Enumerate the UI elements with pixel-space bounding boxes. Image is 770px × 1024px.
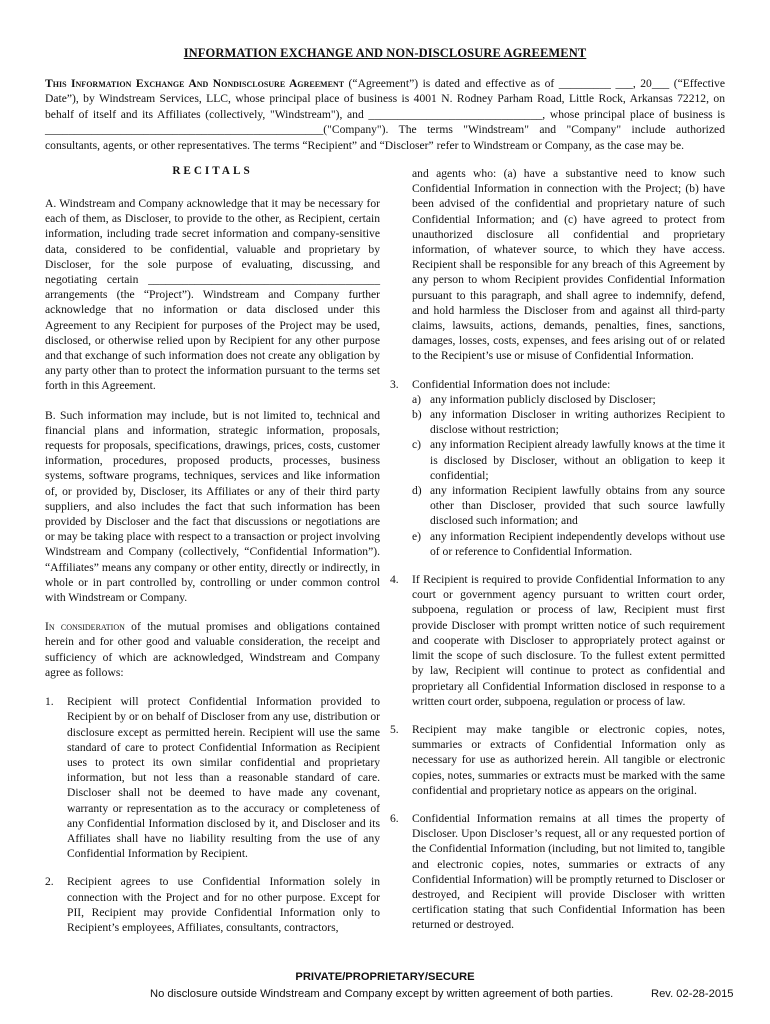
footer-notice: No disclosure outside Windstream and Company except by written agreement of both parties. xyxy=(150,988,614,1000)
clause-3-item: b) any information Discloser in writing authorizes Recipient to disclose without restriction; xyxy=(412,408,725,437)
clause-1-number: 1. xyxy=(45,695,54,709)
clause-3-item: a) any information publicly disclosed by Discloser; xyxy=(412,392,656,406)
clause-6-text: Confidential Information remains at all times the property of Discloser. Upon Discloser’s request, all or any requested portion of the Confidential Information (including, but not limited to, tangible and electronic copies, notes, summaries or extracts of any Confidential Information) will be promptly returned to Discloser or destroyed, and Recipient will provide Discloser with written certification stating that such Confidential Information has been returned or destroyed. xyxy=(412,811,725,932)
clause-1-text: Recipient will protect Confidential Information provided to Recipient by or on behalf of Discloser from any use, distribution or disclosure except as permitted herein. Recipient will use the same standard of care to protect Confidential Information as Recipient uses to protect its own similar confidential and proprietary information, but not less than a reasonable standard of care. Discloser shall not be deemed to have made any covenant, warranty or representation as to the accuracy or completeness of any Confidential Information disclosed by it, and Discloser and its Affiliates shall have no liability resulting from the use of any Confidential Information by Recipient. xyxy=(67,695,380,861)
intro-text: (“Agreement”) is dated and effective as of _________ ___, 20___ (“Effective Date”), by Windstream Services, LLC, whose principal place of business is 4001 N. Rodney Parham Road, Little Rock, Arkansas 72212, on behalf of itself and its Affiliates (collectively, "Windstream"), and ______________________________, whose principal place of business is ________________________________________________("Company"). The terms "Windstream" and "Company" include authorized consultants, agents, or other representatives. The terms “Recipient” and “Discloser” refer to Windstream or Company, as the case may be. xyxy=(45,77,725,152)
clause-5-text: Recipient may make tangible or electronic copies, notes, summaries or extracts of Confidential Information only as necessary for use as authorized herein. All tangible or electronic copies, notes, summaries or extracts must be marked with the same confidential and proprietary notice as appears on the original. xyxy=(412,722,725,797)
right-column xyxy=(390,166,725,946)
clause-6-number: 6. xyxy=(390,811,399,825)
clause-3-number: 3. xyxy=(390,377,399,391)
intro-lead: This Information Exchange And Nondisclosure Agreement xyxy=(45,77,345,90)
footer-revision: Rev. 02-28-2015 xyxy=(651,988,734,1000)
clause-2-text: Recipient agrees to use Confidential Information solely in connection with the Project and for no other purpose. Except for PII, Recipient may provide Confidential Information only to Recipient’s employees, Affiliates, consultants, contractors, xyxy=(67,875,380,934)
recital-b: B. Such information may include, but is not limited to, technical and financial plans and information, strategic information, proposals, requests for proposals, specifications, drawings, prices, costs, customer information, procedures, proposed products, processes, business systems, software programs, techniques, services and like information of, or provided by, Discloser, its Affiliates or any of their third party suppliers, and also includes the fact that such information has been provided by Discloser and the fact that discussions or negotiations are or may be taking place with respect to a transaction or project involving Windstream and Company (collectively, “Confidential Information”). “Affiliates” means any company or other entity, directly or indirectly, in whole or in part controlled by, controlling or under common control with Windstream or Company. xyxy=(45,408,380,605)
clause-4-number: 4. xyxy=(390,573,399,587)
clause-1 xyxy=(45,694,380,861)
consideration-lead: In consideration xyxy=(45,620,125,634)
consideration-text: of the mutual promises and obligations contained herein and for other good and valuable consideration, the receipt and sufficiency of which are acknowledged, Windstream and Company agree as follows: xyxy=(45,620,380,679)
intro-paragraph xyxy=(45,76,725,153)
clause-4-text: If Recipient is required to provide Confidential Information to any court or government agency pursuant to written court order, subpoena, regulation or process of law, Recipient must first provide Discloser with prompt written notice of such requirement and cooperate with Discloser to appropriately protect against or limit the scope of such disclosure. To the fullest extent permitted by law, Recipient will continue to protect as confidential and proprietary all Confidential Information disclosed in response to a written court order, subpoena, regulation or process of law. xyxy=(412,573,725,708)
clause-2 xyxy=(45,874,380,935)
clause-3-item: c) any information Recipient already lawfully knows at the time it is disclosed by Discloser, without an obligation to keep it confidential; xyxy=(412,438,725,482)
clause-2-continuation: and agents who: (a) have a substantive need to know such Confidential Information in connection with the Project; (b) have been advised of the confidential and proprietary nature of such Confidential Information; and (c) have agreed to protect from unauthorized disclosure all confidential and proprietary information, of whatever source, to which they have access. Recipient shall be responsible for any breach of this Agreement by any person to whom Recipient provides Confidential Information pursuant to this paragraph, and shall agree to indemnify, defend, and hold harmless the Discloser from and against all third-party claims, lawsuits, actions, demands, penalties, fines, sanctions, damages, losses, costs, expenses, and fees arising out of or related to the Recipient’s use or misuse of Confidential Information. xyxy=(412,167,725,363)
clause-3-text: Confidential Information does not include: xyxy=(412,377,611,391)
clause-3 xyxy=(390,377,725,559)
footer-marking: PRIVATE/PROPRIETARY/SECURE xyxy=(295,971,475,983)
consideration-paragraph xyxy=(45,619,380,680)
clause-3-item: d) any information Recipient lawfully obtains from any source other than Discloser, provided that such source lawfully disclosed such information; and xyxy=(412,484,725,528)
recital-a: A. Windstream and Company acknowledge that it may be necessary for each of them, as Discloser, to provide to the other, as Recipient, certain information, including trade secret information and company-sensitive data, considered to be confidential, valuable and proprietary by Discloser, for the sole purpose of evaluating, discussing, and negotiating certain ________________________________________ arrangements (the “Project”). Windstream and Company further acknowledge that no information or data disclosed under this Agreement to any Recipient for purposes of the Project may be used, disclosed, or otherwise relied upon by Recipient for any other purpose and that exchange of such information does not create any obligation by any party other than to protect the information pursuant to the terms set forth in this Agreement. xyxy=(45,197,380,393)
clause-3-item: e) any information Recipient independently develops without use of or reference to Confidential Information. xyxy=(412,529,725,558)
recitals-heading: RECITALS xyxy=(172,165,253,177)
clause-6 xyxy=(390,811,725,933)
clause-5 xyxy=(390,722,725,798)
clause-4 xyxy=(390,572,725,709)
document-title: INFORMATION EXCHANGE AND NON-DISCLOSURE AGREEMENT xyxy=(183,46,587,60)
left-column xyxy=(45,196,380,948)
clause-2-number: 2. xyxy=(45,875,54,889)
clause-5-number: 5. xyxy=(390,722,399,736)
